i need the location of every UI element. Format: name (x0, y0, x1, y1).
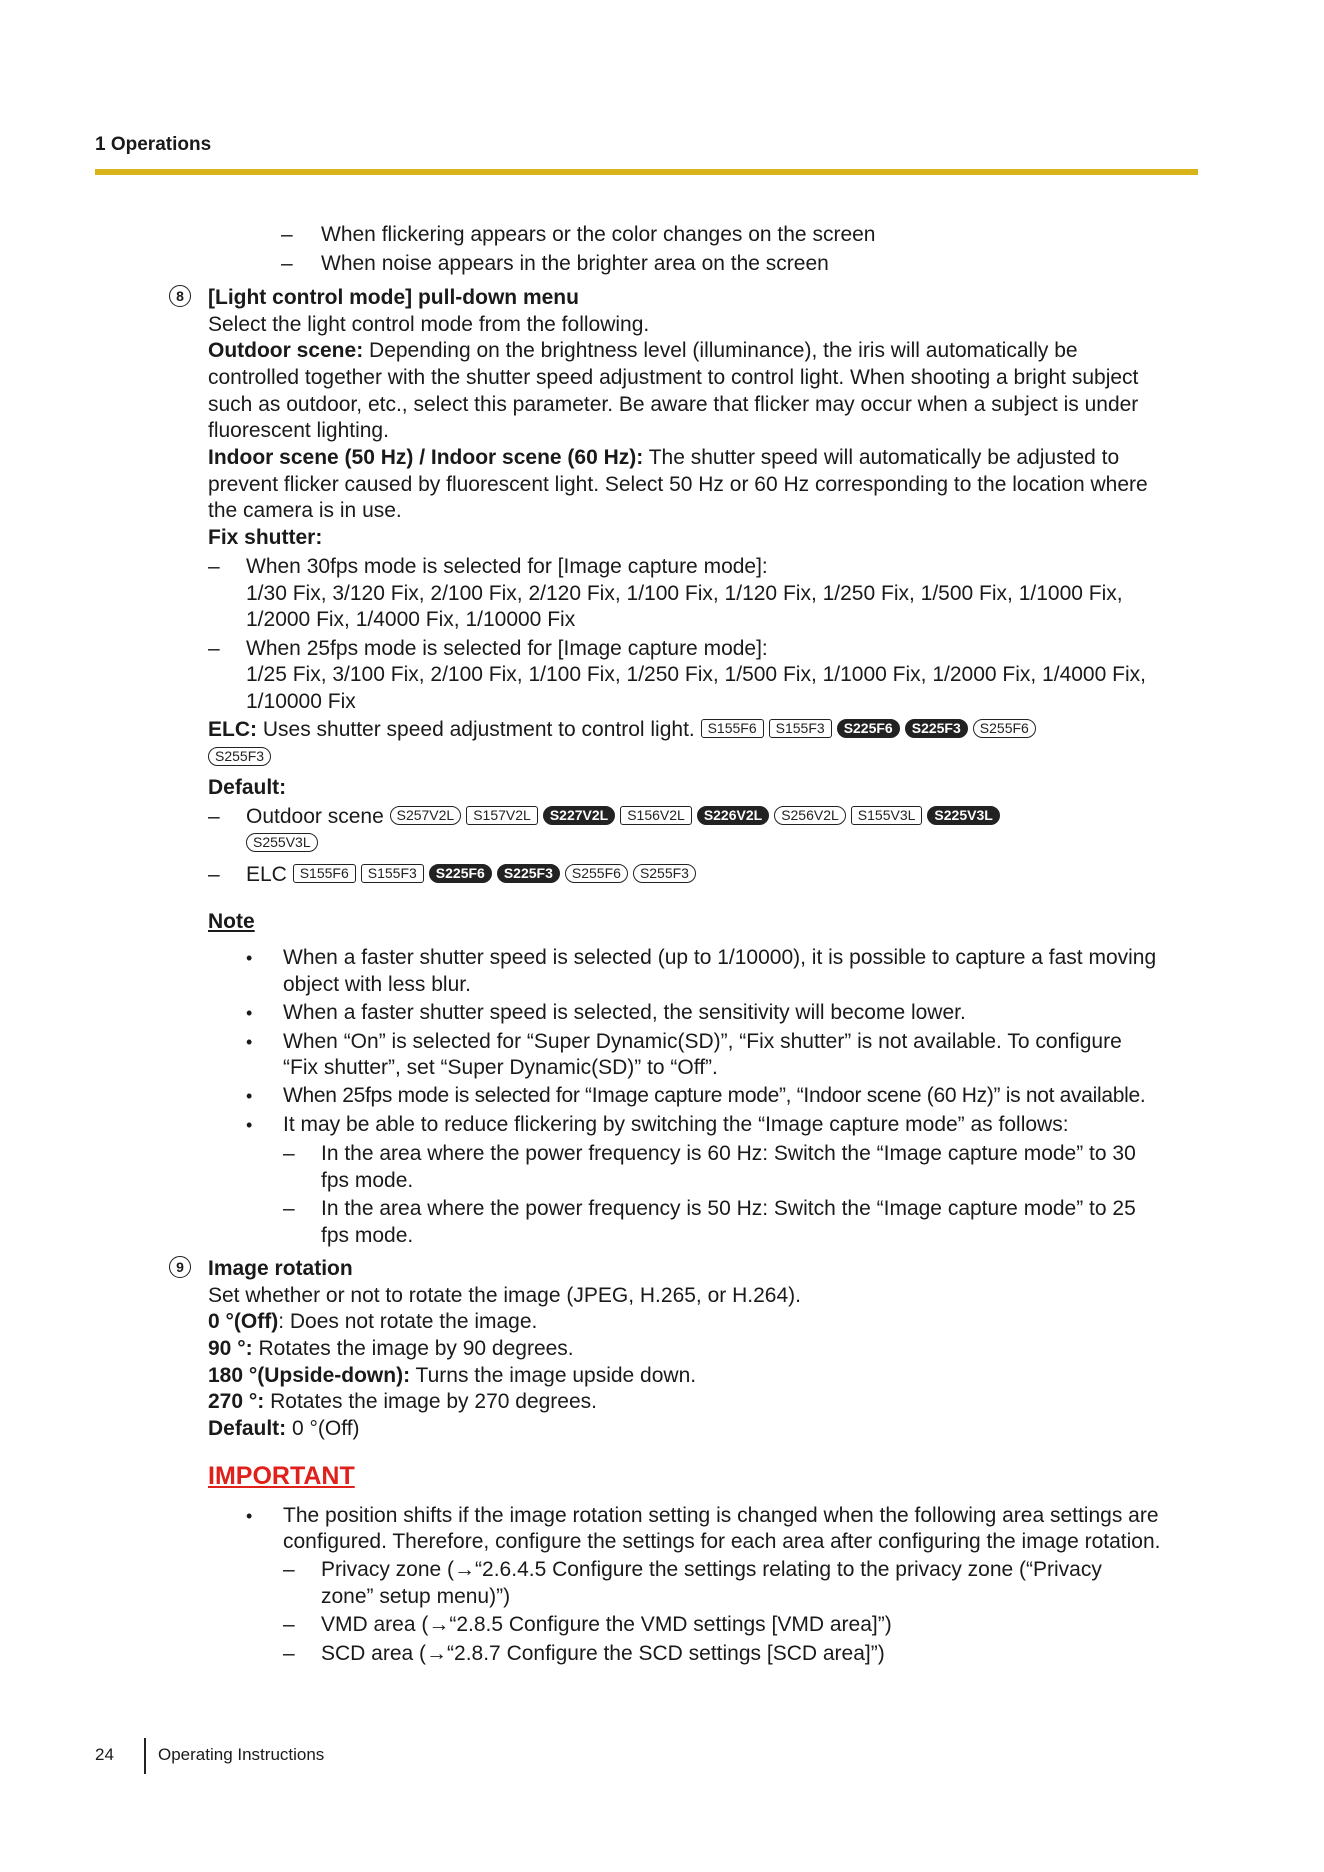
note-bullet-2: When a faster shutter speed is selected, the sensitivity will become lower. (283, 1001, 966, 1024)
model-badge: S226V2L (697, 806, 769, 825)
rotation-default-value: 0 °(Off) (292, 1417, 360, 1440)
dash-marker: – (281, 252, 293, 275)
important-bullet-1: The position shifts if the image rotation setting is changed when the following area settings are (283, 1504, 1159, 1527)
model-badge: S155F6 (293, 864, 356, 883)
rotation-90-label: 90 °: (208, 1337, 253, 1360)
model-badge: S255F6 (565, 864, 628, 883)
model-badge: S155F6 (701, 719, 764, 738)
rotation-option-180 (208, 1363, 696, 1389)
item-9-desc: Set whether or not to rotate the image (JPEG, H.265, or H.264). (208, 1284, 801, 1307)
rotation-option-0 (208, 1309, 537, 1335)
model-badge: S255F6 (973, 719, 1036, 738)
important-dash-3: SCD area (→“2.8.7 Configure the SCD settings [SCD area]”) (321, 1642, 885, 1665)
section-title: 1 Operations (95, 134, 212, 155)
outdoor-scene-text: Depending on the brightness level (illuminance), the iris will automatically be (369, 339, 1078, 362)
item-9-title: Image rotation (208, 1257, 353, 1280)
fix30-values-1: 1/30 Fix, 3/120 Fix, 2/100 Fix, 2/120 Fix, 1/100 Fix, 1/120 Fix, 1/250 Fix, 1/500 Fix, 1/1000 Fix, (246, 582, 1123, 605)
bullet-marker: • (246, 948, 253, 968)
default-outdoor-line (246, 804, 1005, 830)
dash-marker: – (283, 1197, 295, 1220)
outdoor-scene-line-4: fluorescent lighting. (208, 419, 389, 442)
outdoor-scene-line-1 (208, 338, 1078, 364)
dash-marker: – (283, 1142, 295, 1165)
rotation-option-270 (208, 1389, 597, 1415)
item-9-number: 9 (169, 1256, 191, 1278)
indoor-scene-line-3: the camera is in use. (208, 499, 402, 522)
important-dash-1-cont: zone” setup menu)”) (321, 1585, 511, 1608)
model-badge: S227V2L (543, 806, 615, 825)
note-heading: Note (208, 910, 255, 933)
important-dash-1: Privacy zone (→“2.6.4.5 Configure the settings relating to the privacy zone (“Privacy (321, 1558, 1102, 1581)
default-outdoor-label: Outdoor scene (246, 805, 384, 828)
item-8-number: 8 (169, 285, 191, 307)
model-badge: S225F3 (905, 719, 968, 738)
fix30-head: When 30fps mode is selected for [Image capture mode]: (246, 555, 768, 578)
dash-marker: – (208, 805, 220, 828)
model-badge: S255F3 (208, 747, 271, 766)
rotation-180-text: Turns the image upside down. (415, 1364, 697, 1387)
model-badge: S157V2L (466, 806, 538, 825)
bullet-marker: • (246, 1032, 253, 1052)
indoor-scene-text: The shutter speed will automatically be adjusted to (648, 446, 1120, 469)
rotation-90-text: Rotates the image by 90 degrees. (258, 1337, 574, 1360)
important-dash-2: VMD area (→“2.8.5 Configure the VMD settings [VMD area]”) (321, 1613, 892, 1636)
note-bullet-1: When a faster shutter speed is selected (up to 1/10000), it is possible to capture a fast moving (283, 946, 1157, 969)
fix25-head: When 25fps mode is selected for [Image capture mode]: (246, 637, 768, 660)
model-badge: S155V3L (851, 806, 923, 825)
dash-marker: – (283, 1642, 295, 1665)
item-8-title: [Light control mode] pull-down menu (208, 286, 579, 309)
model-badge: S155F3 (769, 719, 832, 738)
dash-marker: – (281, 223, 293, 246)
model-badge: S225V3L (927, 806, 999, 825)
elc-badges-line-2 (208, 745, 276, 771)
dash-marker: – (208, 555, 220, 578)
rotation-option-90 (208, 1336, 574, 1362)
bullet-marker: • (246, 1506, 253, 1526)
model-badge: S256V2L (774, 806, 846, 825)
fix-shutter-label: Fix shutter: (208, 526, 323, 549)
header-rule (95, 169, 1198, 175)
note-sub-dash-1-cont: fps mode. (321, 1169, 414, 1192)
note-bullet-4: When 25fps mode is selected for “Image capture mode”, “Indoor scene (60 Hz)” is not available. (283, 1084, 1146, 1107)
rotation-270-label: 270 °: (208, 1390, 265, 1413)
model-badge: S225F6 (429, 864, 492, 883)
dash-marker: – (283, 1558, 295, 1581)
rotation-0-label: 0 °(Off) (208, 1310, 279, 1333)
note-sub-dash-1: In the area where the power frequency is 60 Hz: Switch the “Image capture mode” to 30 (321, 1142, 1136, 1165)
dash-marker: – (208, 863, 220, 886)
rotation-180-label: 180 °(Upside-down): (208, 1364, 411, 1387)
outdoor-scene-label: Outdoor scene: (208, 339, 364, 362)
fix25-values-2: 1/10000 Fix (246, 690, 356, 713)
dash-marker: – (208, 637, 220, 660)
fix25-values-1: 1/25 Fix, 3/100 Fix, 2/100 Fix, 1/100 Fix, 1/250 Fix, 1/500 Fix, 1/1000 Fix, 1/2000 Fix, 1/4000 Fix, (246, 663, 1146, 686)
rotation-0-text: : Does not rotate the image. (278, 1310, 538, 1333)
important-heading: IMPORTANT (208, 1462, 355, 1490)
bullet-marker: • (246, 1003, 253, 1023)
intro-dash-1: When flickering appears or the color changes on the screen (321, 223, 876, 246)
default-outdoor-line-2 (246, 831, 323, 857)
note-bullet-5: It may be able to reduce flickering by switching the “Image capture mode” as follows: (283, 1113, 1069, 1136)
indoor-scene-label: Indoor scene (50 Hz) / Indoor scene (60 Hz): (208, 446, 644, 469)
intro-dash-2: When noise appears in the brighter area on the screen (321, 252, 829, 275)
default-elc-label: ELC (246, 863, 287, 886)
item-8-desc: Select the light control mode from the following. (208, 313, 650, 336)
rotation-270-text: Rotates the image by 270 degrees. (270, 1390, 597, 1413)
default-elc-line (246, 862, 701, 888)
model-badge: S225F6 (837, 719, 900, 738)
model-badge: S225F3 (497, 864, 560, 883)
note-sub-dash-2-cont: fps mode. (321, 1224, 414, 1247)
outdoor-scene-line-2: controlled together with the shutter speed adjustment to control light. When shooting a bright subject (208, 366, 1139, 389)
rotation-default (208, 1416, 360, 1442)
bullet-marker: • (246, 1086, 253, 1106)
bullet-marker: • (246, 1115, 253, 1135)
model-badge: S257V2L (390, 806, 462, 825)
elc-text: Uses shutter speed adjustment to control light. (262, 718, 695, 741)
indoor-scene-line-1 (208, 445, 1119, 471)
indoor-scene-line-2: prevent flicker caused by fluorescent light. Select 50 Hz or 60 Hz corresponding to the location where (208, 473, 1148, 496)
model-badge: S255F3 (633, 864, 696, 883)
note-bullet-1-cont: object with less blur. (283, 973, 471, 996)
model-badge: S255V3L (246, 833, 318, 852)
important-bullet-1-cont: configured. Therefore, configure the settings for each area after configuring the image rotation. (283, 1530, 1161, 1553)
note-sub-dash-2: In the area where the power frequency is 50 Hz: Switch the “Image capture mode” to 25 (321, 1197, 1136, 1220)
elc-line (208, 717, 1041, 743)
rotation-default-label: Default: (208, 1417, 287, 1440)
model-badge: S156V2L (620, 806, 692, 825)
footer-doc-title: Operating Instructions (158, 1745, 325, 1764)
fix30-values-2: 1/2000 Fix, 1/4000 Fix, 1/10000 Fix (246, 608, 576, 631)
default-label: Default: (208, 776, 287, 799)
page-number: 24 (95, 1745, 114, 1764)
note-bullet-3-cont: “Fix shutter”, set “Super Dynamic(SD)” to “Off”. (283, 1056, 718, 1079)
note-bullet-3: When “On” is selected for “Super Dynamic(SD)”, “Fix shutter” is not available. To configure (283, 1030, 1122, 1053)
footer-divider (144, 1738, 146, 1774)
dash-marker: – (283, 1613, 295, 1636)
outdoor-scene-line-3: such as outdoor, etc., select this parameter. Be aware that flicker may occur when a subject is under (208, 393, 1139, 416)
elc-label: ELC: (208, 718, 257, 741)
model-badge: S155F3 (361, 864, 424, 883)
